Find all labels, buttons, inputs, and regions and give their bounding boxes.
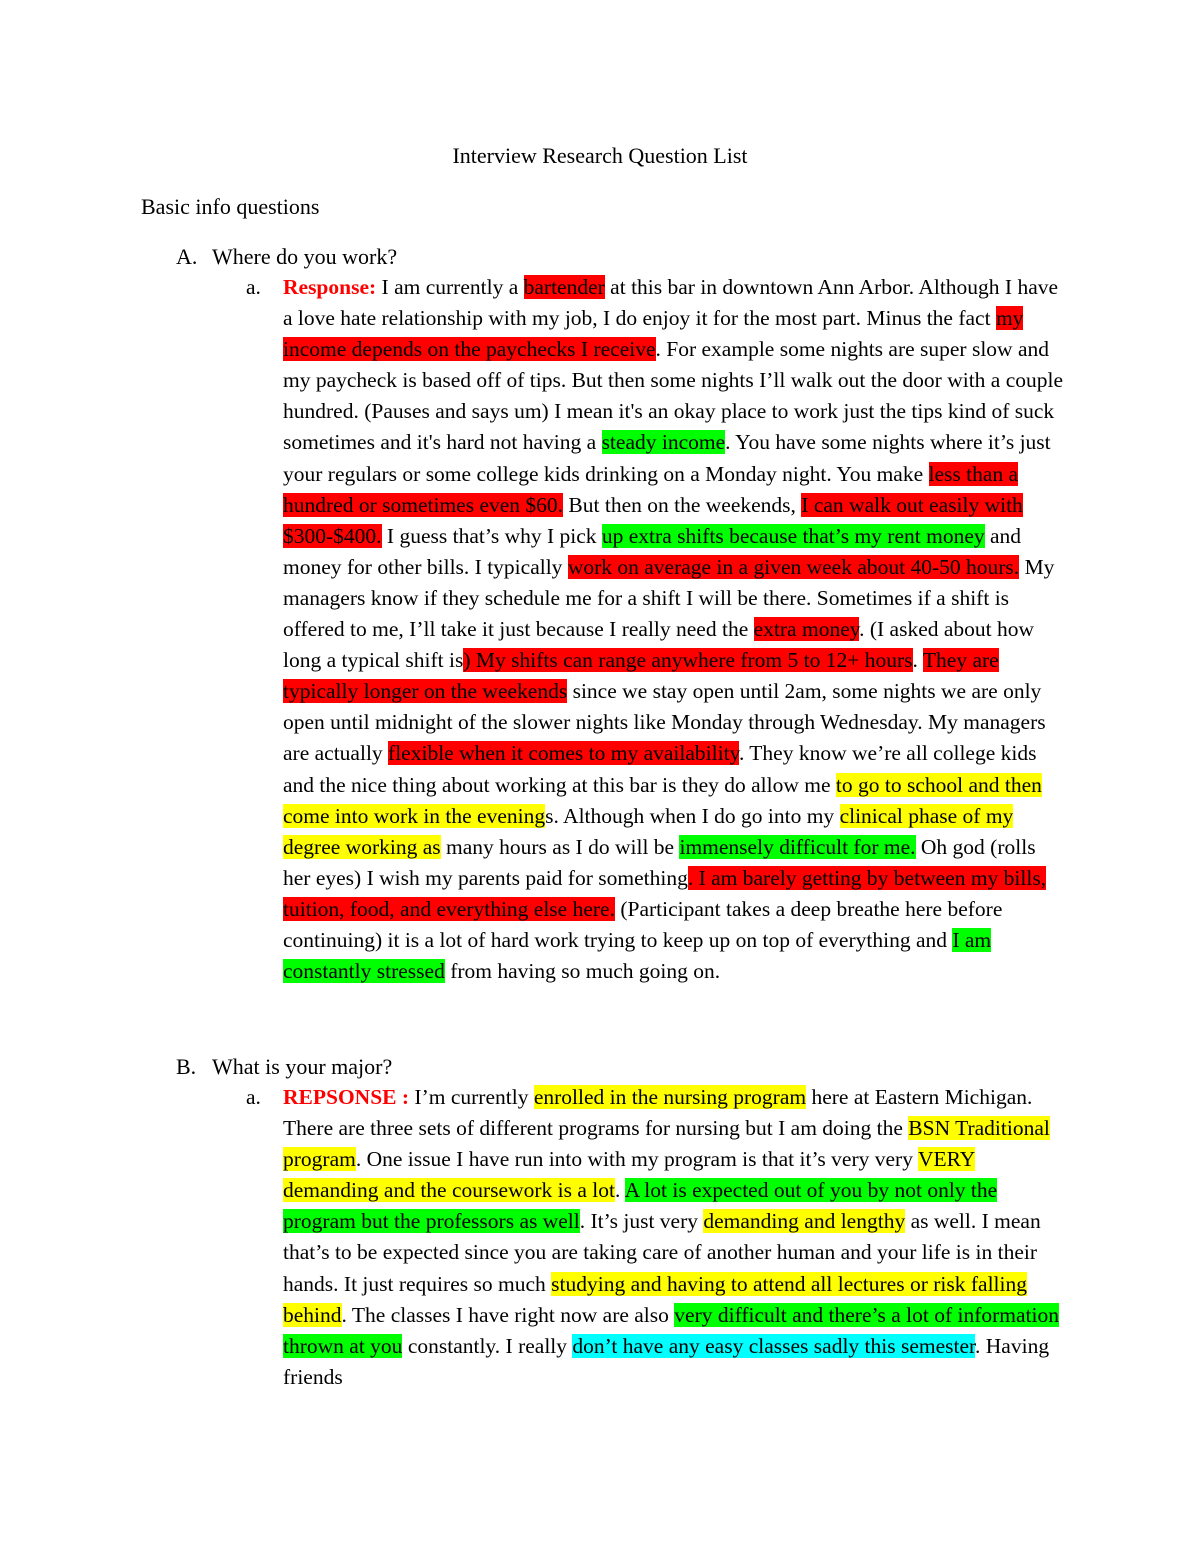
response-text: I’m currently [409,1085,534,1109]
response-text: I guess that’s why I pick [381,523,602,548]
highlight-red: less than a hundred or sometimes even $60. [283,461,1019,517]
response-text: . They know we’re all college kids and the nice thing about working at this bar is they do allow me [283,741,1037,797]
response-text: at this bar in downtown Ann Arbor. Although I have a love hate relationship with my job, I do enjoy it for the most part. Minus the fact [283,275,1059,331]
response-text: (Participant takes a deep breathe here before continuing) it is a lot of hard work trying to keep up on top of everything and [283,896,1003,952]
response-text: . One issue I have run into with my program is that it’s very very [355,1147,918,1172]
highlight-yellow: clinical phase of my degree working as [283,803,1014,859]
page-title: Interview Research Question List [452,143,748,168]
highlight-red: . I am barely getting by between my bills, tuition, food, and everything else here. [283,865,1047,921]
section-heading: Basic info questions [141,194,320,219]
response-text: here at Eastern Michigan. There are three sets of different programs for nursing but I am doing the [283,1085,1033,1141]
highlight-green: thrown at you [283,1333,403,1358]
highlight-red: They are typically longer on the weekends [283,648,999,704]
response-text: many hours as I do will be [440,834,680,859]
response-text: . You have some nights where it’s just your regulars or some college kids drinking on a Monday night. You make [283,430,1051,486]
response-text: . [614,1178,625,1203]
highlight-yellow: to go to school and then come into work in the evening [283,772,1042,828]
response-text: . (I asked about how long a typical shift is [283,617,1035,673]
response-b [246,1082,1068,1393]
response-text: constantly. I really [402,1333,573,1358]
highlight-green: A lot is expected out of you by not only the program but the professors as well [283,1178,998,1234]
response-text: since we stay open until 2am, some nights we are only open until midnight of the slower nights like Monday through Wednesday. My managers are actually [283,679,1046,766]
highlight-yellow: BSN Traditional program [283,1116,1050,1172]
response-text: from having so much going on. [444,959,721,984]
highlight-yellow: enrolled in the nursing program [533,1085,807,1109]
highlight-green: up extra shifts because that’s my rent money [601,523,985,548]
question-marker: A. [176,244,198,269]
highlight-yellow: VERY demanding and the coursework is a lot [283,1147,976,1203]
response-text: My managers know if they schedule me for a shift I will be there. Sometimes if a shift is offered to me, I’ll take it just because I really need the [283,554,1055,642]
response-text: I am currently a [376,275,524,299]
response-body [283,275,1063,983]
response-marker: a. [246,1085,261,1109]
highlight-green: immensely difficult for me. [679,834,916,859]
highlight-red: flexible when it comes to my availability [388,741,739,766]
highlight-red: extra money [753,617,860,642]
highlight-red: I can walk out easily with $300-$400. [283,492,1023,548]
response-text: as well. I mean that’s to be expected since you are taking care of another human and your life is in their hands. It just requires so much [283,1209,1041,1296]
highlight-red: work on average in a given week about 40-50 hours. [567,554,1020,579]
response-a [246,272,1068,987]
response-text: . Having friends [283,1333,1050,1389]
highlight-yellow: studying and having to attend all lectures or risk falling behind [283,1271,1028,1327]
highlight-green: I am constantly stressed [283,927,992,984]
question-text: Where do you work? [212,244,398,269]
highlight-cyan: don’t have any easy classes sadly this semester [572,1333,976,1358]
response-label: REPSONSE : [283,1085,410,1109]
response-text: . The classes I have right now are also [341,1302,675,1327]
question-text: What is your major? [212,1054,393,1079]
highlight-red: my income depends on the paychecks I receive [283,306,1024,362]
highlight-red: bartender [523,275,605,299]
response-text: Oh god (rolls her eyes) I wish my parents paid for something [283,834,1036,890]
response-body [283,1085,1059,1389]
response-label: Response: [283,275,377,299]
response-text: . [912,648,923,673]
response-text: . It’s just very [579,1209,704,1234]
question-b [176,1051,392,1083]
highlight-red: ) My shifts can range anywhere from 5 to 12+ hours [463,648,913,673]
question-marker: B. [176,1054,197,1079]
highlight-yellow: demanding and lengthy [703,1209,906,1234]
response-text: . For example some nights are super slow and my paycheck is based off of tips. But then some nights I’ll walk out the door with a couple hundred. (Pauses and says um) I mean it's an okay place to work just the tips kind of suck sometimes and it's hard not having a [283,337,1064,455]
question-a [176,241,397,273]
response-text: But then on the weekends, [563,492,802,517]
highlight-green: steady income [601,430,726,455]
response-marker: a. [246,275,261,299]
highlight-green: very difficult and there’s a lot of information [674,1302,1059,1327]
response-text: s. Although when I do go into my [545,803,840,828]
response-text: and money for other bills. I typically [283,523,1022,579]
